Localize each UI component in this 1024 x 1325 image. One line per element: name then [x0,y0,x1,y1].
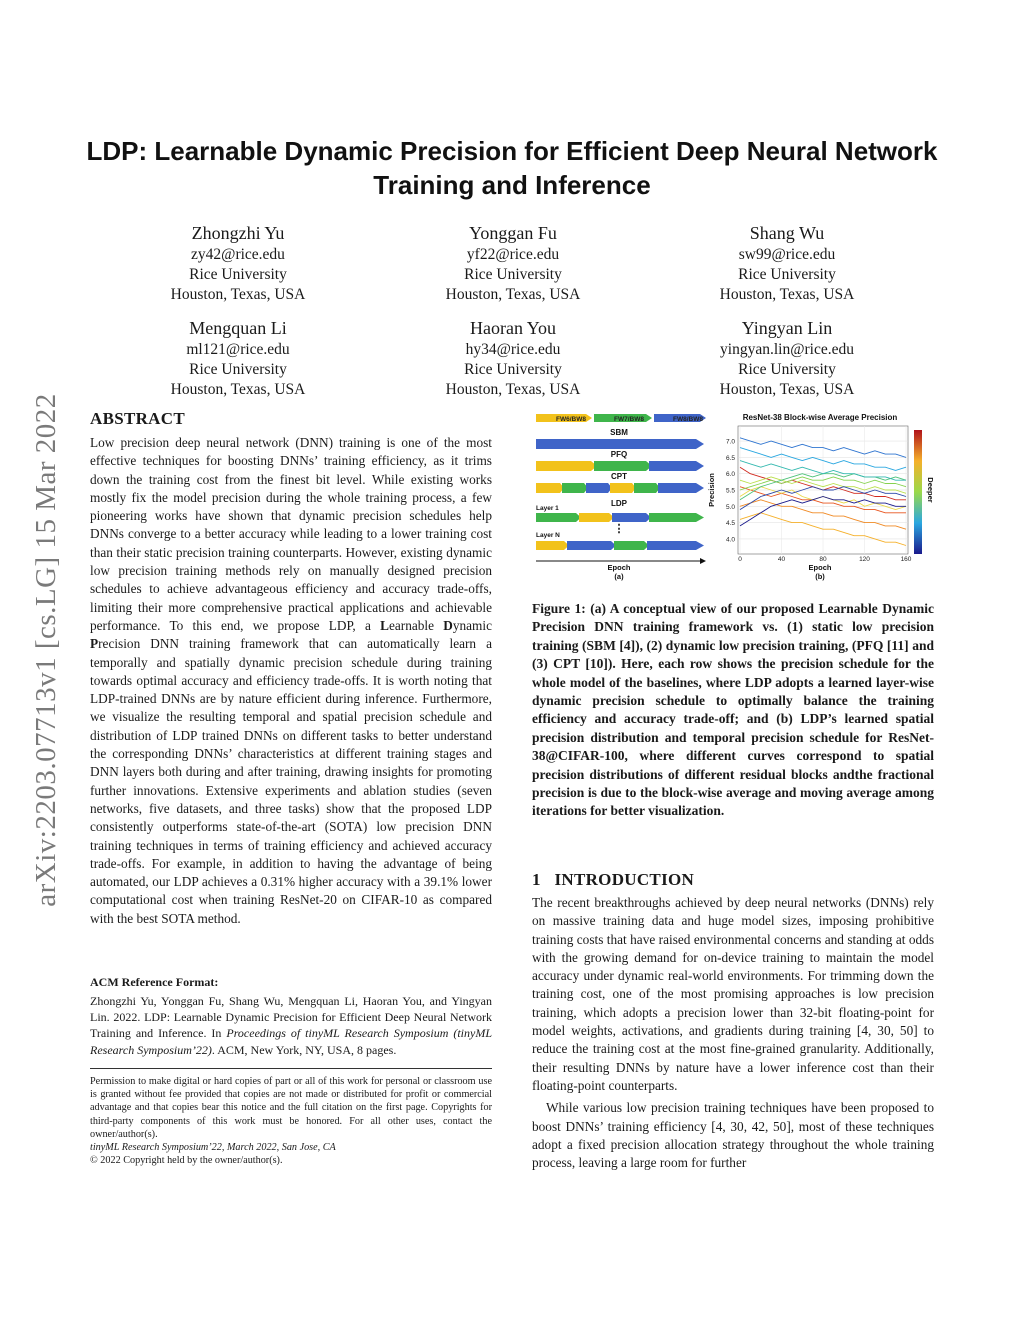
schedule-segment [649,513,704,522]
schedule-segment [536,483,564,493]
schedule-bar-sbm [536,439,704,449]
section-title: INTRODUCTION [554,870,695,889]
abstract-emph: D [443,617,453,633]
schedule-segment [649,461,704,471]
author-location: Houston, Texas, USA [445,286,581,303]
chart-xlabel: Epoch [808,563,832,572]
schedule-segment [536,541,569,550]
author-name: Haoran You [469,318,556,338]
x-tick-label: 160 [900,556,912,563]
intro-paragraph: The recent breakthroughs achieved by deep neural networks (DNNs) rely on massive training data and huge model sizes, imposing prohibitive training costs that have raised environmental concerns and standing at odds with the growing demand for on-device training to maintain the model accuracy under dynamic real-world environments. For trimming down the training cost, one of the most promising approaches is low precision training, which adopts a precision lower than 32-bit floating-point for model weights, activations, and gradients during training [4, 30, 50] to reduce the training cost at the most fine-grained granularity. Additionally, their resulting DNNs by nature have a lower inference cost than their floating-point counterparts. [532,895,934,1093]
layer-label: Layer 1 [536,505,559,512]
author-name: Shang Wu [749,223,825,243]
arxiv-identifier: arXiv:2203.07713v1 [cs.LG] 15 Mar 2022 [30,393,62,907]
figure-1 [530,408,936,588]
schedule-segment [562,483,588,493]
acm-reference-venue: Proceedings of tinyML Research Symposium (tinyML Research Symposium’22) [90,1026,493,1057]
row-label-pfq: PFQ [610,450,628,459]
author-location: Houston, Texas, USA [719,381,855,398]
x-tick-label: 120 [859,556,870,563]
author-email: yf22@rice.edu [466,246,560,263]
schedule-segment [610,483,636,493]
author-email: sw99@rice.edu [738,246,836,263]
author-name: Yingyan Lin [741,318,833,338]
acm-reference-text [90,993,492,1058]
panel-b-sublabel: (b) [815,572,825,581]
permission-notice: Permission to make digital or hard copies of part or all of this work for personal or classroom use is granted without fee provided that copies are not made or distributed for profit or commercial advantage and that copies bear this notice and the full citation on the first page. Copyrights for third-party components of this work must be honored. For all other uses, contact the owner/author(s). [90,1076,492,1140]
legend-label: FW6/BW8 [556,416,586,423]
schedule-segment [536,513,581,522]
author-affiliation: Rice University [189,361,287,378]
acm-reference-heading: ACM Reference Format: [90,975,219,989]
author-email: zy42@rice.edu [191,246,285,263]
schedule-segment [647,541,704,550]
paper-title: LDP: Learnable Dynamic Precision for Efficient Deep Neural Network Training and Inference [86,136,938,200]
x-tick-label: 40 [777,556,786,563]
epoch-axis-arrowhead [700,558,706,564]
author-name: Zhongzhi Yu [191,223,285,243]
author-name: Yonggan Fu [469,223,557,243]
author-email: yingyan.lin@rice.edu [720,341,854,358]
panel-a-xlabel: Epoch [607,563,631,572]
chart-title: ResNet-38 Block-wise Average Precision [742,413,898,422]
y-tick-label: 5.5 [725,487,735,495]
schedule-segment [612,513,651,522]
schedule-segment [567,541,616,550]
venue-line: tinyML Research Symposium’22, March 2022, San Jose, CA [90,1142,336,1154]
figure-caption: Figure 1: (a) A conceptual view of our proposed Learnable Dynamic Precision DNN training framework vs. (1) static low precision training (SBM [4]), (2) dynamic low precision training, (PFQ [11] and (3) CPT [10]). Here, each row shows the precision schedule for the whole model of the baselines, where LDP adopts a learned layer-wise dynamic precision schedule to optimally balance the training efficiency and accuracy trade-off; and (b) LDP’s learned spatial precision distribution and temporal precision schedule for ResNet-38@CIFAR-100, where different curves correspond to spatial precision distributions of different residual blocks andthe fractional precision is due to the block-wise average and moving average among iterations for better visualization. [532,601,934,819]
author-block [657,221,917,305]
intro-body [532,894,934,1172]
acm-reference-part: Zhongzhi Yu, Yonggan Fu, Shang Wu, Mengquan Li, Haoran You, and Yingyan Lin. 2022. LDP: Learnable Dynamic Precision for Efficient Deep Neural Network Training and Inference. In [90,994,492,1041]
abstract-body [90,434,492,928]
abstract-emph: L [380,617,389,633]
abstract-text: earnable [388,617,444,633]
author-block [108,221,368,305]
schedule-segment [594,461,652,471]
colorbar-label: Deeper [926,477,935,503]
y-tick-labels [726,439,735,544]
author-affiliation: Rice University [464,361,562,378]
panel-a-sublabel: (a) [614,572,624,581]
schedule-segment [634,483,660,493]
y-tick-label: 4.5 [725,520,735,528]
y-tick-label: 7.0 [725,438,735,446]
author-email: hy34@rice.edu [465,341,561,358]
author-affiliation: Rice University [464,266,562,283]
author-location: Houston, Texas, USA [170,381,306,398]
legend-label: FW7/BW8 [614,416,644,423]
row-label-cpt: CPT [611,472,627,481]
copyright-line: © 2022 Copyright held by the owner/author(s). [90,1155,283,1167]
author-block [657,316,917,400]
author-location: Houston, Texas, USA [719,286,855,303]
schedule-segment [658,483,704,493]
y-tick-label: 6.0 [725,471,735,479]
footnote [90,1075,492,1167]
schedule-segment [579,513,614,522]
colorbar [914,430,922,554]
abstract-text: Low precision deep neural network (DNN) training is one of the most effective techniques for boosting DNNs’ training efficiency, as it trims down the training cost from the finest bit level. While existing works mostly fix the model precision during the whole training process, a few pioneering works have shown that dynamic precision schedules help DNNs converge to a better accuracy while leading to a lower training cost than their static precision training counterparts. However, existing dynamic low precision training methods rely on manually designed precision schedules to achieve advantageous efficiency and accuracy trade-offs, limiting their more comprehensive practical applications and achievable performance. To this end, we propose LDP, a [90,435,492,633]
author-location: Houston, Texas, USA [170,286,306,303]
author-block [383,221,643,305]
section-number: 1 [532,870,541,889]
abstract-text: recision DNN training framework that can automatically learn a temporally and spatially dynamic precision schedule during training towards optimal accuracy and efficiency trade-offs. It is worth noting that LDP-trained DNNs are by nature efficient during inference. Furthermore, we visualize the resulting temporal and spatial precision schedule and distribution of LDP trained DNNs on different tasks to better understand the corresponding DNNs’ characteristics at different training stages and DNN layers both during and after training, drawing insights for promoting further innovations. Extensive experiments and ablation studies (seven networks, five datasets, and three tasks) show that the proposed LDP consistently outperforms state-of-the-art (SOTA) low precision DNN training techniques in terms of training efficiency and achieved accuracy trade-offs. For example, in addition to having the advantage of being automated, our LDP achieves a 0.31% higher accuracy with a 39.1% lower computational cost when training ResNet-20 on CIFAR-10 as compared with the best SOTA method. [90,636,492,926]
y-tick-label: 5.0 [725,503,735,511]
abstract-heading: ABSTRACT [90,409,185,428]
author-affiliation: Rice University [738,361,836,378]
footnote-divider [90,1068,492,1069]
row-label-sbm: SBM [610,428,628,437]
intro-paragraph: While various low precision training techniques have been proposed to boost DNNs’ training efficiency [4, 30, 42, 50], most of these techniques adopt a fixed precision allocation strategy throughout the whole training process, leaving a large room for further [532,1100,934,1171]
author-location: Houston, Texas, USA [445,381,581,398]
x-tick-label: 80 [819,556,827,563]
intro-heading [532,870,694,890]
panel-b-chart [707,413,935,581]
schedule-segment [536,461,597,471]
x-tick-label: 0 [738,556,742,563]
more-layers-ellipsis: ⋮ [613,523,625,535]
author-block [383,316,643,400]
y-tick-label: 6.5 [725,454,735,462]
abstract-emph: P [90,636,99,652]
schedule-segment [586,483,612,493]
chart-ylabel: Precision [707,473,716,507]
row-label-ldp: LDP [611,499,627,508]
layer-label: Layer N [536,532,560,539]
panel-a [536,414,706,581]
legend-label: FW8/BW8 [673,416,703,423]
author-email: ml121@rice.edu [186,341,290,358]
author-block [108,316,368,400]
acm-reference-part: . ACM, New York, NY, USA, 8 pages. [211,1042,397,1057]
author-affiliation: Rice University [738,266,836,283]
x-tick-labels [738,556,912,563]
author-affiliation: Rice University [189,266,287,283]
author-name: Mengquan Li [189,318,287,338]
schedule-segment [614,541,649,550]
y-tick-label: 4.0 [725,536,735,544]
abstract-text: ynamic [452,617,492,633]
acm-reference [90,975,492,1058]
